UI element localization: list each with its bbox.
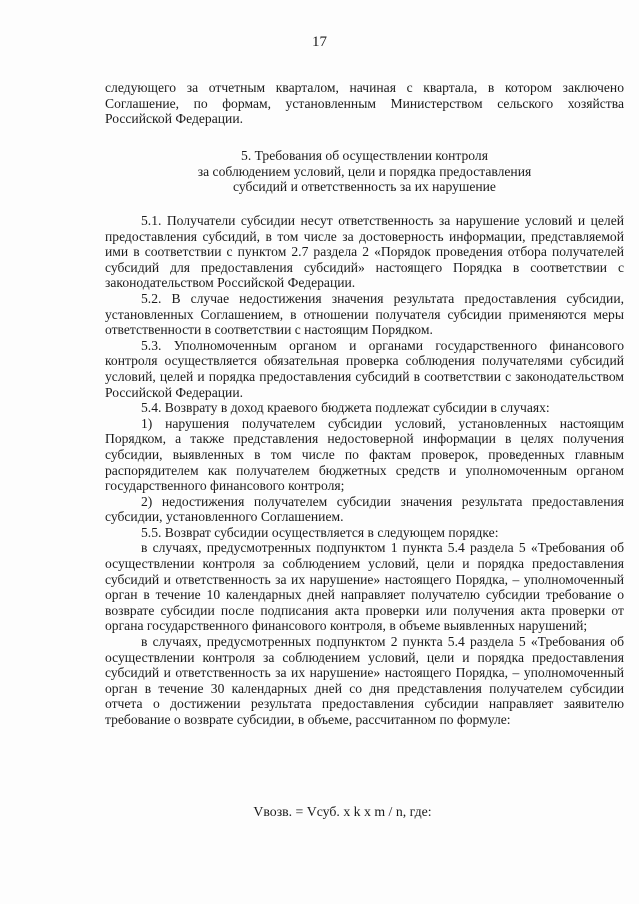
section-heading-line-2: за соблюдением условий, цели и порядка предоставления xyxy=(197,163,532,179)
page-number: 17 xyxy=(312,34,327,50)
intro-text: следующего за отчетным кварталом, начиная с квартала, в котором заключено Соглашение, по формам, установленным Министерством сельского хозяйства Российской Федерации. xyxy=(105,80,624,127)
paragraph-5-5-case-1: в случаях, предусмотренных подпунктом 1 пункта 5.4 раздела 5 «Требования об осуществлении контроля за соблюдением условий, цели и порядка предоставления субсидий и ответственность за их нарушение» настоящего Порядка, – уполномоченный орган в течение 10 календарных дней направляет получателю субсидии требование о возврате субсидии после подписания акта проверки или получения акта проверки от органа государственного финансового контроля, в объеме выявленных нарушений; xyxy=(105,540,624,634)
paragraph-5-5: 5.5. Возврат субсидии осуществляется в следующем порядке: xyxy=(141,524,499,540)
formula: Vвозв. = Vсуб. x k x m / n, где: xyxy=(253,804,432,819)
paragraph-5-4-item-2: 2) недостижения получателем субсидии значения результата предоставления субсидии, установленного Соглашением. xyxy=(105,493,624,525)
paragraph-5-1: 5.1. Получатели субсидии несут ответственность за нарушение условий и целей предоставления субсидий, в том числе за достоверность информации, представляемой ими в соответствии с пунктом 2.7 раздела 2 «Порядок проведения отбора получателей субсидий для предоставления субсидий» настоящего Порядка в соответствии с законодательством Российской Федерации. xyxy=(105,213,624,291)
paragraph-5-4-item-1: 1) нарушения получателем субсидии условий, установленных настоящим Порядком, а также представления недостоверной информации в целях получения субсидии, выявленных в том числе по фактам проверок, проведенных главным распорядителем как получателем бюджетных средств и уполномоченным органом государственного финансового контроля; xyxy=(105,415,624,494)
section-heading xyxy=(105,148,624,195)
section-body xyxy=(105,213,624,728)
section-heading-line-3: субсидий и ответственность за их нарушение xyxy=(233,179,496,195)
intro-paragraph xyxy=(105,80,624,127)
section-heading-line-1: 5. Требования об осуществлении контроля xyxy=(241,148,488,163)
paragraph-5-2: 5.2. В случае недостижения значения результата предоставления субсидии, установленных Соглашением, в отношении получателя субсидии применяются меры ответственности в соответствии с настоящим Порядком. xyxy=(105,290,624,338)
paragraph-5-5-case-2: в случаях, предусмотренных подпунктом 2 пункта 5.4 раздела 5 «Требования об осуществлении контроля за соблюдением условий, цели и порядка предоставления субсидий и ответственность за их нарушение» настоящего Порядка, – уполномоченный орган в течение 30 календарных дней со дня представления получателем субсидии отчета о достижении результата предоставления субсидии направляет заявителю требование о возврате субсидии, в объеме, рассчитанном по формуле: xyxy=(105,634,624,727)
paragraph-5-3: 5.3. Уполномоченным органом и органами государственного финансового контроля осуществляется обязательная проверка соблюдения получателями субсидий условий, целей и порядка предоставления субсидий в соответствии с законодательством Российской Федерации. xyxy=(105,337,624,400)
paragraph-5-4: 5.4. Возврату в доход краевого бюджета подлежат субсидии в случаях: xyxy=(141,400,550,416)
